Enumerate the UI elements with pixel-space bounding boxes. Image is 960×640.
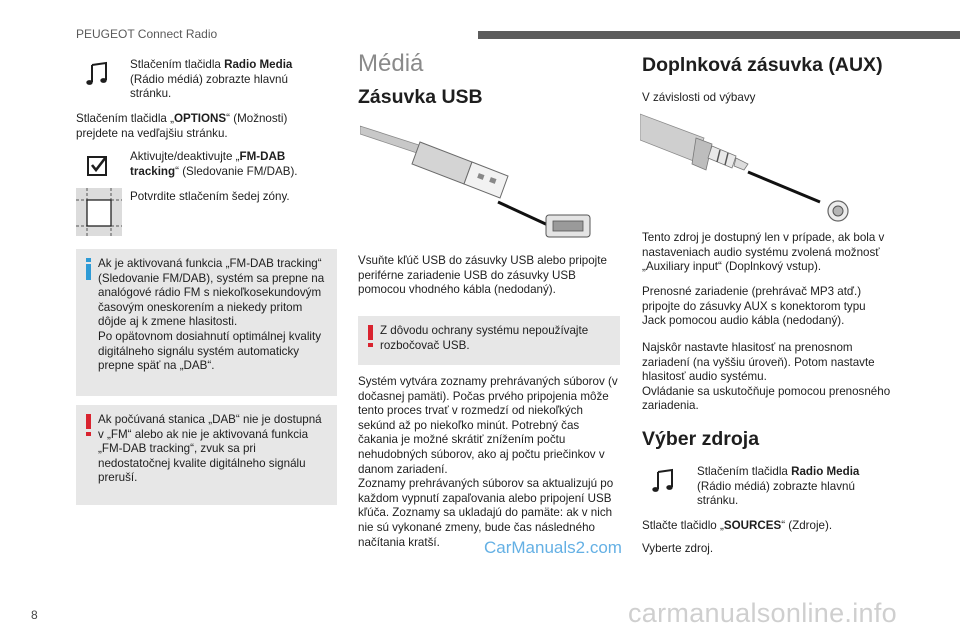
info-text: Ak je aktivovaná funkcia „FM-DAB tracking“ (Sledovanie FM/DAB), systém sa prepne na analógové rádio FM s niekoľkosekundovým časovým oneskorením a niekedy pritom dôjde aj k zmene hlasitosti. Po opätovnom dosiahnutí optimálnej kvality digitálneho signálu systém automaticky prepne späť na „DAB“.	[98, 257, 325, 373]
footer-url: carmanualsonline.info	[628, 598, 897, 628]
warning-text: Ak počúvaná stanica „DAB“ nie je dostupná v „FM“ alebo ak nie je aktivovaná funkcia „FM-DAB tracking“, zvuk sa pri nedostatočnej kvalite digitálneho signálu preruší.	[98, 413, 322, 485]
music-note-icon	[650, 467, 678, 495]
usb-warning-text: Z dôvodu ochrany systému nepoužívajte rozbočovač USB.	[380, 324, 589, 352]
jack-plug-icon	[640, 112, 855, 224]
step-bold: SOURCES	[723, 519, 782, 532]
aux-para1: Tento zdroj je dostupný len v prípade, ak bola v nastaveniach audio systému zvolená možnosť „Auxiliary input“ (Doplnkový vstup).	[642, 231, 885, 274]
step-text: “ (Možnosti) prejdete na vedľajšiu stránku.	[76, 112, 288, 140]
aux-para2: Prenosné zariadenie (prehrávač MP3 atď.) pripojte do zásuvky AUX s konektorom typu Jack pomocou audio kábla (nedodaný).	[642, 285, 866, 328]
step-bold: FM-DAB tracking	[130, 150, 286, 178]
info-box	[76, 249, 337, 396]
col1-step3	[130, 150, 320, 179]
step-bold: Radio Media	[791, 465, 860, 478]
warning-box	[76, 405, 337, 505]
warning-icon	[84, 414, 94, 436]
usb-para2: Systém vytvára zoznamy prehrávaných súborov (v dočasnej pamäti). Počas prvého pripojenia môže tento proces trvať v rozmedzí od niekoľkých sekúnd až po niekoľko minút. Potrebný čas čakania je možné skrátiť znížením počtu nehudobných súborov, ako aj počtu priečinkov v danom zariadení. Zoznamy prehrávaných súborov sa aktualizujú po každom vypnutí zapaľovania alebo pripojení USB kľúča. Zoznamy sa ukladajú do pamäte: ak v nich nie sú vykonané zmeny, bude čas následného načítania kratší.	[358, 375, 618, 549]
step-bold: Radio Media	[224, 58, 293, 71]
usb-plug-icon	[360, 120, 592, 240]
step-text: (Rádio médiá) zobrazte hlavnú stránku.	[130, 72, 288, 101]
header-title: PEUGEOT Connect Radio	[76, 27, 218, 41]
header-bar	[478, 31, 960, 39]
section-title-media: Médiá	[358, 50, 424, 77]
col1-step2	[76, 112, 321, 141]
aux-para3: Najskôr nastavte hlasitosť na prenosnom zariadení (na vyššiu úroveň). Potom nastavte hlasitosť audio systému. Ovládanie sa uskutočňuje pomocou prenosného zariadenia.	[642, 341, 891, 413]
step-bold: OPTIONS	[173, 112, 227, 125]
subsection-title-usb: Zásuvka USB	[358, 86, 483, 108]
step-text: Stlačením tlačidla „	[76, 112, 174, 125]
source-step1	[697, 465, 887, 509]
watermark-logo: CarManuals2.com	[484, 538, 622, 557]
step-text: (Rádio médiá) zobrazte hlavnú stránku.	[697, 479, 855, 508]
page-number: 8	[31, 608, 38, 622]
step-text: Aktivujte/deaktivujte „	[130, 150, 240, 163]
step-text: Stlačením tlačidla	[130, 58, 225, 71]
step-text: “ (Zdroje).	[781, 519, 833, 532]
section-title-source: Výber zdroja	[642, 428, 760, 450]
source-step2	[642, 519, 892, 534]
aux-depends: V závislosti od výbavy	[642, 91, 756, 104]
usb-warning-box	[358, 316, 620, 365]
section-title-aux: Doplnková zásuvka (AUX)	[642, 54, 883, 76]
step-text: Stlačením tlačidla	[697, 465, 792, 478]
step-text: “ (Sledovanie FM/DAB).	[175, 164, 298, 178]
col1-step1	[130, 58, 315, 102]
col1-step4: Potvrdite stlačením šedej zóny.	[130, 190, 290, 203]
usb-para1: Vsuňte kľúč USB do zásuvky USB alebo pripojte periférne zariadenie USB do zásuvky USB pomocou vhodného kábla (nedodaný).	[358, 254, 607, 297]
info-icon	[84, 258, 94, 280]
step-text: Stlačte tlačidlo „	[642, 519, 724, 532]
source-step3: Vyberte zdroj.	[642, 542, 714, 555]
grey-zone-icon	[76, 188, 122, 236]
music-note-icon	[84, 60, 112, 88]
warning-icon	[366, 325, 376, 347]
checkbox-tick-icon	[85, 152, 111, 178]
